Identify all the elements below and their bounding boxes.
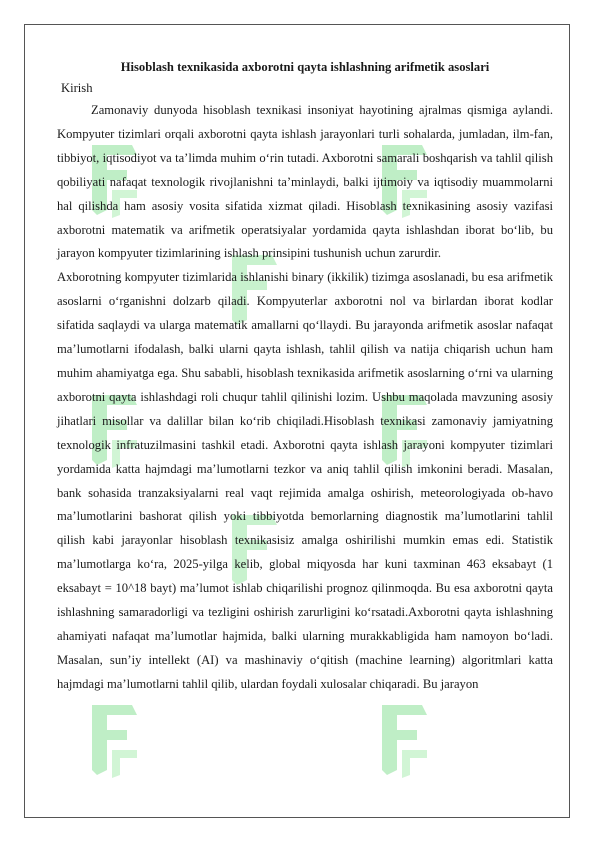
document-body [57, 57, 553, 697]
document-title: Hisoblash texnikasida axborotni qayta ishlashning arifmetik asoslari [120, 60, 490, 74]
paragraph: Axborotning kompyuter tizimlarida ishlanishi binary (ikkilik) tizimga asoslanadi, bu esa arifmetik asoslarni o‘rganishni dolzarb qiladi. Kompyuterlar axborotni nol va birlardan iborat kodlar sifatida saqlaydi va ularga matematik amallarni qo‘llaydi. Bu jarayonda arifmetik asoslar nafaqat ma’lumotlarni ifodalash, balki ularni qayta ishlash, tahlil qilish va natija chiqarish uchun ham muhim ahamiyatga ega. Shu sababli, hisoblash texnikasida arifmetik asoslarning o‘rni va ularning axborotni qayta ishlashdagi roli chuqur tahlil qilinishi lozim. Ushbu maqolada mavzuning asosiy jihatlari misollar va dalillar bilan ko‘rib chiqiladi.Hisoblash texnikasi zamonaviy jamiyatning texnologik infratuzilmasini tashkil etadi. Axborotni qayta ishlash jarayoni kompyuter tizimlari yordamida katta hajmdagi ma’lumotlarni tezkor va aniq tahlil qilish imkonini beradi. Masalan, bank sohasida tranzaksiyalarni real vaqt rejimida amalga oshirish, meteorologiyada ob-havo ma’lumotlarini bashorat qilish yoki tibbiyotda bemorlarning diagnostik ma’lumotlarini tahlil qilish kabi jarayonlar hisoblash texnikasisiz amalga oshirilishi mumkin emas edi. Statistik ma’lumotlarga ko‘ra, 2025-yilga kelib, global miqyosda har kuni taxminan 463 eksabayt (1 eksabayt = 10^18 bayt) ma’lumot ishlab chiqarilishi prognoz qilinmoqda. Bu esa axborotni qayta ishlashning samaradorligi va tezligini oshirish zarurligini ko‘rsatadi.Axborotni qayta ishlashning ahamiyati nafaqat ma’lumotlar hajmida, balki ularning murakkabligida ham namoyon bo‘ladi. Masalan, sun’iy intellekt (AI) va mashinaviy o‘qitish (machine learning) algoritmlari katta hajmdagi ma’lumotlarni tahlil qilib, ulardan foydali xulosalar chiqaradi. Bu jarayon [57, 270, 553, 691]
intro-heading: Kirish [61, 81, 93, 95]
watermark-icon [372, 700, 432, 780]
watermark-icon [82, 700, 142, 780]
paragraph: Zamonaviy dunyoda hisoblash texnikasi insoniyat hayotining ajralmas qismiga aylandi. Kompyuter tizimlari orqali axborotni qayta ishlash jarayonlari turli sohalarda, jumladan, ilm-fan, tibbiyot, iqtisodiyot va ta’limda muhim o‘rin tutadi. Axborotni samarali boshqarish va tahlil qilish qobiliyati nafaqat texnologik rivojlanishni ta’minlaydi, balki ijtimoiy va iqtisodiy muammolarni hal qilishda ham asosiy vosita sifatida xizmat qiladi. Hisoblash texnikasining asosiy vazifasi axborotni matematik va arifmetik operatsiyalar yordamida qayta ishlashdan iborat bo‘lib, bu jarayon kompyuter tizimlarining ishlash prinsipini tushunish uchun zarurdir. [57, 103, 553, 261]
